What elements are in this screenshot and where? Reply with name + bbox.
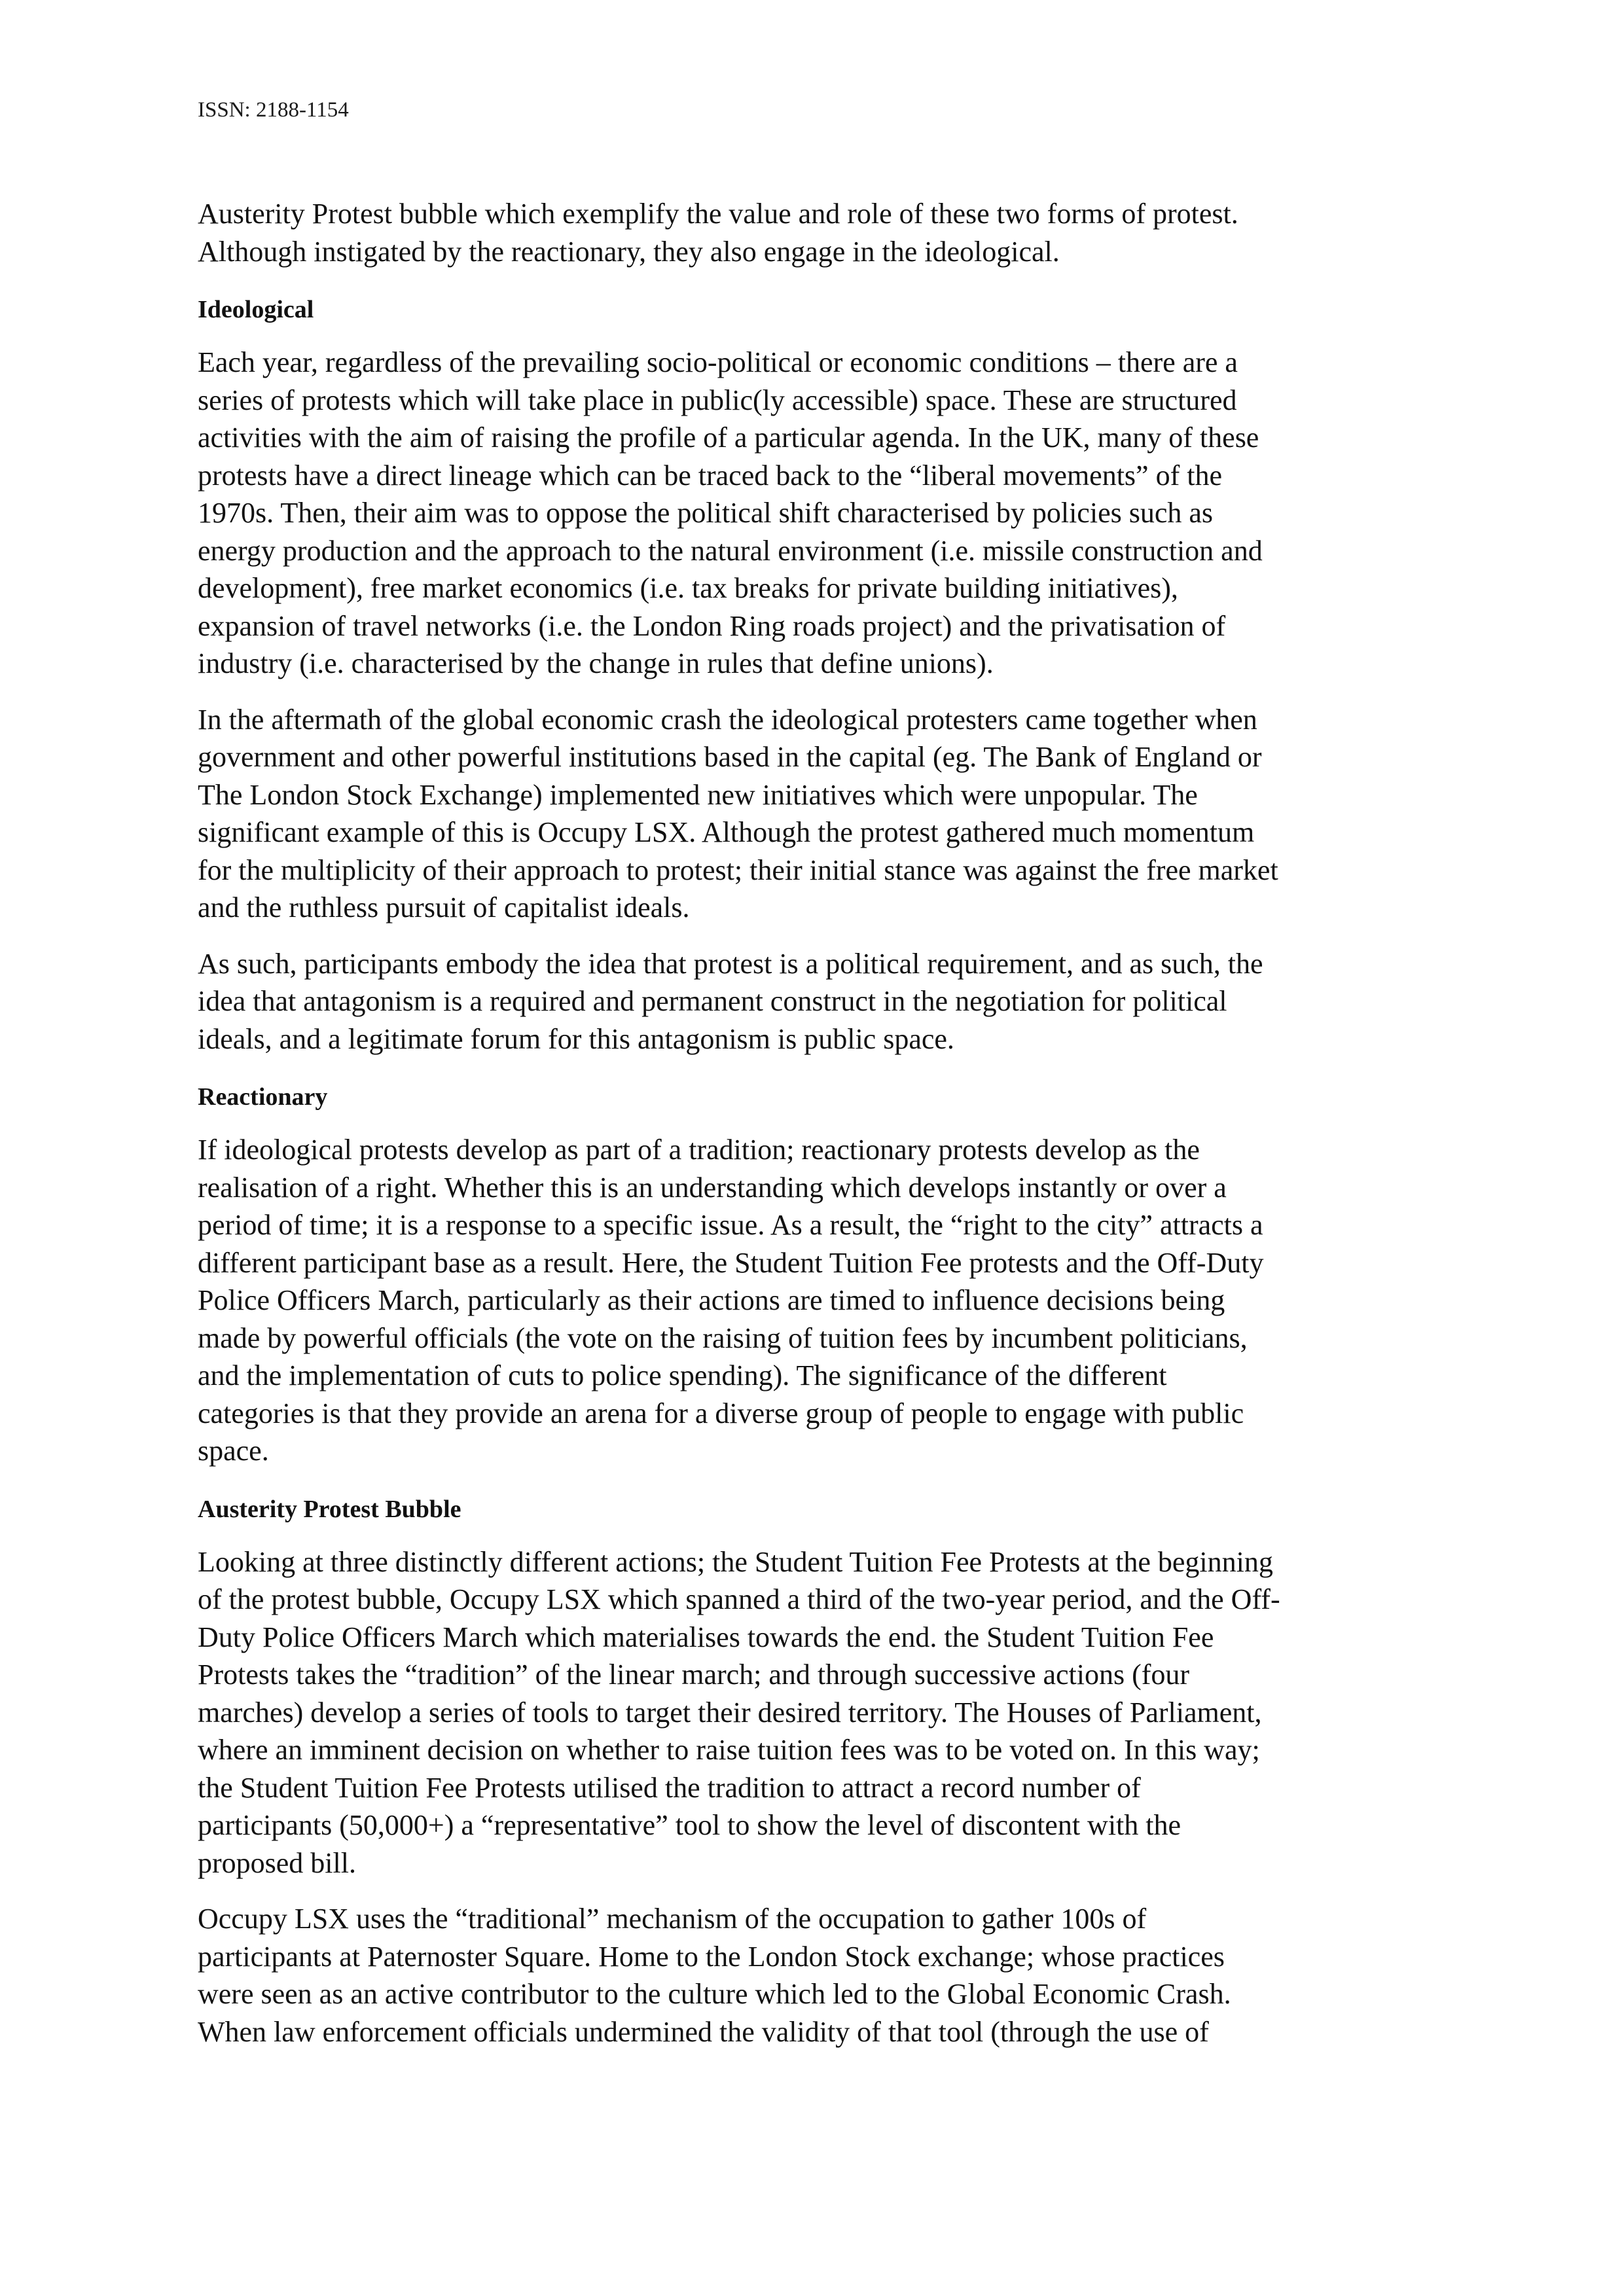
text-line: the Student Tuition Fee Protests utilised the tradition to attract a record number of <box>198 1771 1141 1804</box>
text-line: Each year, regardless of the prevailing socio-political or economic conditions – there are a <box>198 346 1238 378</box>
text-line: series of protests which will take place in public(ly accessible) space. These are structured <box>198 384 1237 416</box>
text-line: ideals, and a legitimate forum for this antagonism is public space. <box>198 1022 954 1055</box>
issn-header: ISSN: 2188-1154 <box>198 98 349 122</box>
text-line: different participant base as a result. Here, the Student Tuition Fee protests and the Off-Duty <box>198 1246 1264 1279</box>
reactionary-paragraph <box>198 1131 1445 1470</box>
ideological-paragraph-3 <box>198 945 1445 1058</box>
text-line: Occupy LSX uses the “traditional” mechanism of the occupation to gather 100s of <box>198 1903 1147 1935</box>
text-line: realisation of a right. Whether this is an understanding which develops instantly or over a <box>198 1171 1227 1204</box>
text-line: Although instigated by the reactionary, they also engage in the ideological. <box>198 235 1060 268</box>
text-line: Police Officers March, particularly as their actions are timed to influence decisions being <box>198 1284 1225 1316</box>
text-line: for the multiplicity of their approach to protest; their initial stance was against the free market <box>198 853 1278 886</box>
text-line: and the ruthless pursuit of capitalist ideals. <box>198 891 690 924</box>
text-line: In the aftermath of the global economic crash the ideological protesters came together when <box>198 703 1257 736</box>
text-line: marches) develop a series of tools to target their desired territory. The Houses of Parliament, <box>198 1696 1262 1729</box>
text-line: When law enforcement officials undermined the validity of that tool (through the use of <box>198 2015 1209 2048</box>
text-line: where an imminent decision on whether to raise tuition fees was to be voted on. In this way; <box>198 1734 1260 1766</box>
text-line: Austerity Protest bubble which exemplify the value and role of these two forms of protest. <box>198 198 1238 230</box>
ideological-paragraph-2 <box>198 701 1445 927</box>
text-line: 1970s. Then, their aim was to oppose the political shift characterised by policies such as <box>198 497 1214 529</box>
text-line: idea that antagonism is a required and permanent construct in the negotiation for political <box>198 985 1227 1017</box>
text-line: energy production and the approach to the natural environment (i.e. missile construction and <box>198 534 1263 567</box>
text-line: made by powerful officials (the vote on the raising of tuition fees by incumbent politicians, <box>198 1321 1248 1354</box>
text-line: development), free market economics (i.e. tax breaks for private building initiatives), <box>198 572 1178 604</box>
text-line: The London Stock Exchange) implemented new initiatives which were unpopular. The <box>198 778 1198 811</box>
text-line: protests have a direct lineage which can be traced back to the “liberal movements” of the <box>198 459 1222 492</box>
text-line: expansion of travel networks (i.e. the London Ring roads project) and the privatisation of <box>198 609 1226 642</box>
text-line: activities with the aim of raising the profile of a particular agenda. In the UK, many of these <box>198 422 1259 454</box>
text-line: and the implementation of cuts to police spending). The significance of the different <box>198 1359 1167 1391</box>
heading-austerity-protest-bubble: Austerity Protest Bubble <box>198 1495 461 1523</box>
text-line: participants (50,000+) a “representative” tool to show the level of discontent with the <box>198 1809 1182 1841</box>
text-line: Duty Police Officers March which materialises towards the end. the Student Tuition Fee <box>198 1621 1214 1653</box>
text-line: of the protest bubble, Occupy LSX which spanned a third of the two-year period, and the Off- <box>198 1583 1280 1615</box>
text-line: If ideological protests develop as part of a tradition; reactionary protests develop as the <box>198 1134 1200 1166</box>
heading-ideological: Ideological <box>198 296 314 323</box>
text-line: period of time; it is a response to a specific issue. As a result, the “right to the city” attracts a <box>198 1209 1263 1241</box>
text-line: significant example of this is Occupy LSX. Although the protest gathered much momentum <box>198 816 1255 848</box>
austerity-paragraph-2 <box>198 1900 1445 2051</box>
text-line: participants at Paternoster Square. Home to the London Stock exchange; whose practices <box>198 1940 1225 1973</box>
text-line: government and other powerful institutions based in the capital (eg. The Bank of England or <box>198 741 1262 773</box>
text-line: space. <box>198 1435 269 1467</box>
text-line: As such, participants embody the idea that protest is a political requirement, and as such, the <box>198 947 1263 980</box>
ideological-paragraph-1 <box>198 344 1445 683</box>
text-line: categories is that they provide an arena for a diverse group of people to engage with public <box>198 1397 1244 1429</box>
article-body <box>198 195 1445 2069</box>
text-line: proposed bill. <box>198 1846 356 1879</box>
text-line: Protests takes the “tradition” of the linear march; and through successive actions (four <box>198 1659 1190 1691</box>
austerity-paragraph-1 <box>198 1543 1445 1882</box>
text-line: were seen as an active contributor to the culture which led to the Global Economic Crash. <box>198 1978 1231 2010</box>
text-line: industry (i.e. characterised by the change in rules that define unions). <box>198 647 994 679</box>
text-line: Looking at three distinctly different actions; the Student Tuition Fee Protests at the beginning <box>198 1545 1273 1578</box>
intro-paragraph <box>198 195 1445 270</box>
heading-reactionary: Reactionary <box>198 1083 328 1111</box>
